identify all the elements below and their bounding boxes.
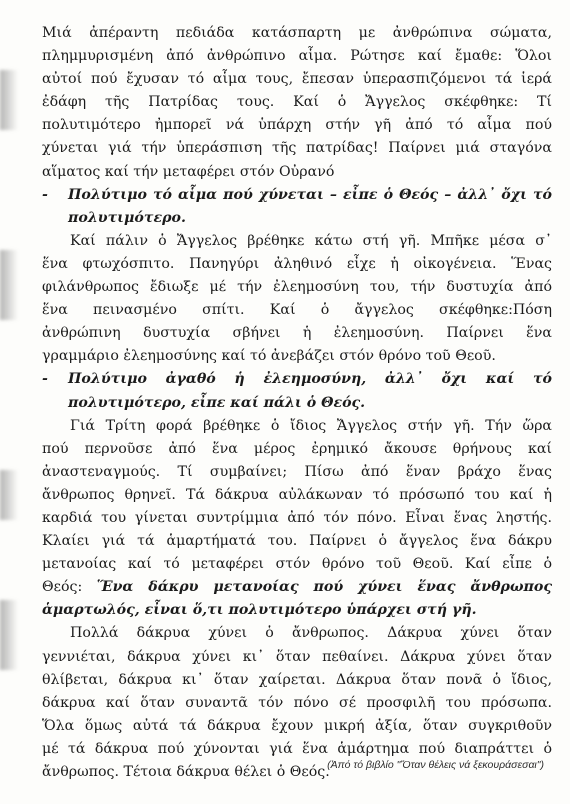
text-line: Γιά Τρίτη φορά βρέθηκε ὁ ἴδιος Ἄγγελος στήν γῆ. Τήν ὥρα <box>70 417 552 434</box>
quote-text: Πολύτιμο ἀγαθό ἡ ἐλεημοσύνη, ἀλλ᾽ ὄχι καί τό <box>68 371 552 388</box>
text-line: ἄνθρωπος θρηνεῖ. Τά δάκρυα αὐλάκωναν τό πρόσωπό του καί ἡ <box>42 486 552 503</box>
text-line: Κλαίει γιά τά ἁμαρτήματά του. Παίρνει ὁ ἄγγελος ἕνα δάκρυ <box>42 533 552 550</box>
scan-smudge <box>0 250 18 320</box>
dash-marker: - <box>42 371 48 388</box>
text-line: γεννιέται, δάκρυα χύνει κι᾽ ὅταν πεθαίνει. Δάκρυα χύνει ὅταν <box>42 648 552 665</box>
text-line: ἕνα πεινασμένο σπίτι. Καί ὁ ἄγγελος σκέφθηκε:Πόση <box>42 302 552 319</box>
text-line: Μιά ἀπέραντη πεδιάδα κατάσπαρτη με ἀνθρώπινα σώματα, <box>42 25 552 41</box>
text-line: πού περνοῦσε ἀπό ἕνα μέρος ἐρημικό ἄκουσε θρήνους καί <box>42 440 552 457</box>
source-caption: (Ἀπό τό βιβλίο "Ὅταν θέλεις νά ξεκουράσεσαι") <box>327 759 544 771</box>
dialogue-quote <box>42 184 552 230</box>
dialogue-quote <box>42 368 552 414</box>
scan-smudge <box>0 470 18 520</box>
text-line: Πολλά δάκρυα χύνει ὁ ἄνθρωπος. Δάκρυα χύνει ὅταν <box>70 625 552 642</box>
text-line: ἕνα φτωχόσπιτο. Πανηγύρι ἀληθινό εἶχε ἡ οἰκογένεια. Ἕνας <box>42 255 552 272</box>
scan-smudge <box>0 600 18 670</box>
text-line: πολυτιμότερο, εἶπε καί πάλι ὁ Θεός. <box>68 394 366 411</box>
scan-smudge <box>0 70 18 130</box>
text-line: μετανοίας καί τό μεταφέρει στόν θρόνο τοῦ Θεοῦ. Καί εἶπε ὁ <box>42 556 552 573</box>
text-line: ἀναστεναγμούς. Τί συμβαίνει; Πίσω ἀπό ἕναν βράχο ἕνας <box>42 463 552 480</box>
text-line: Ὅλα ὅμως αὐτά τά δάκρυα ἔχουν μικρή ἀξία, ὅταν συγκριθοῦν <box>42 717 552 734</box>
text-line: πολυτιμότερο ἠμπορεῖ νά ὑπάρχη στήν γῆ ἀπό τό αἷμα πού <box>42 117 552 134</box>
text-line: Καί πάλιν ὁ Ἄγγελος βρέθηκε κάτω στή γῆ. Μπῆκε μέσα σ᾽ <box>70 232 552 249</box>
text-line: ἀνθρώπινη δυστυχία σβήνει ἡ ἐλεημοσύνη. Παίρνει ἕνα <box>42 325 552 342</box>
text-line <box>42 184 552 207</box>
text-line: δάκρυα καί ὅταν συναντᾶ τόν πόνο σέ προσφιλῆ του πρόσωπα. <box>42 694 552 711</box>
text-line: αἵματος καί τήν μεταφέρει στόν Οὐρανό <box>42 163 335 180</box>
paragraph <box>42 22 552 184</box>
text-line: πλημμυρισμένη ἀπό ἀνθρώπινο αἷμα. Ρώτησε καί ἔμαθε: Ὅλοι <box>42 48 552 65</box>
text-line: ἐδάφη τῆς Πατρίδας τους. Καί ὁ Ἄγγελος σκέφθηκε: Τί <box>42 94 552 111</box>
text-line: πολυτιμότερο. <box>68 209 186 226</box>
dash-marker: - <box>42 186 48 203</box>
text-line: φιλάνθρωπος ἔδιωξε μέ τήν ἐλεημοσύνη του, τήν δυστυχία ἀπό <box>42 279 552 296</box>
plain-text: Θεός: <box>42 579 97 596</box>
text-line: χύνεται γιά τήν ὑπεράσπιση τῆς πατρίδας! Παίρνει μιά σταγόνα <box>42 140 552 157</box>
text-line: ἄνθρωπος. Τέτοια δάκρυα θέλει ὁ Θεός. <box>42 764 330 780</box>
text-line <box>42 368 552 391</box>
text-line: ἁμαρτωλός, εἶναι ὅ,τι πολυτιμότερο ὑπάρχει στή γῆ. <box>42 602 477 619</box>
quote-text: Πολύτιμο τό αἷμα πού χύνεται – εἶπε ὁ Θεός – ἀλλ᾽ ὄχι τό <box>68 186 552 203</box>
document-body <box>42 22 552 784</box>
text-line: γραμμάριο ἐλεημοσύνης καί τό ἀνεβάζει στόν θρόνο τοῦ Θεοῦ. <box>42 348 496 365</box>
text-line: αὐτοί πού ἔχυσαν τό αἷμα τους, ἔπεσαν ὑπερασπιζόμενοι τά ἱερά <box>42 71 552 88</box>
paragraph <box>42 230 552 369</box>
text-line <box>42 576 552 599</box>
text-line: θλίβεται, δάκρυα κι᾽ ὅταν χαίρεται. Δάκρυα ὅταν πονᾶ ὁ ἴδιος, <box>42 671 552 688</box>
emphasis-text: Ἕνα δάκρυ μετανοίας πού χύνει ἕνας ἄνθρωπος <box>96 579 552 596</box>
paragraph <box>42 415 552 623</box>
text-line: μέ τά δάκρυα πού χύνονται γιά ἕνα ἁμάρτημα πού διαπράττει ὁ <box>42 740 552 757</box>
text-line: καρδιά του γίνεται συντρίμμια ἀπό τόν πόνο. Εἶναι ἕνας ληστής. <box>42 509 552 526</box>
